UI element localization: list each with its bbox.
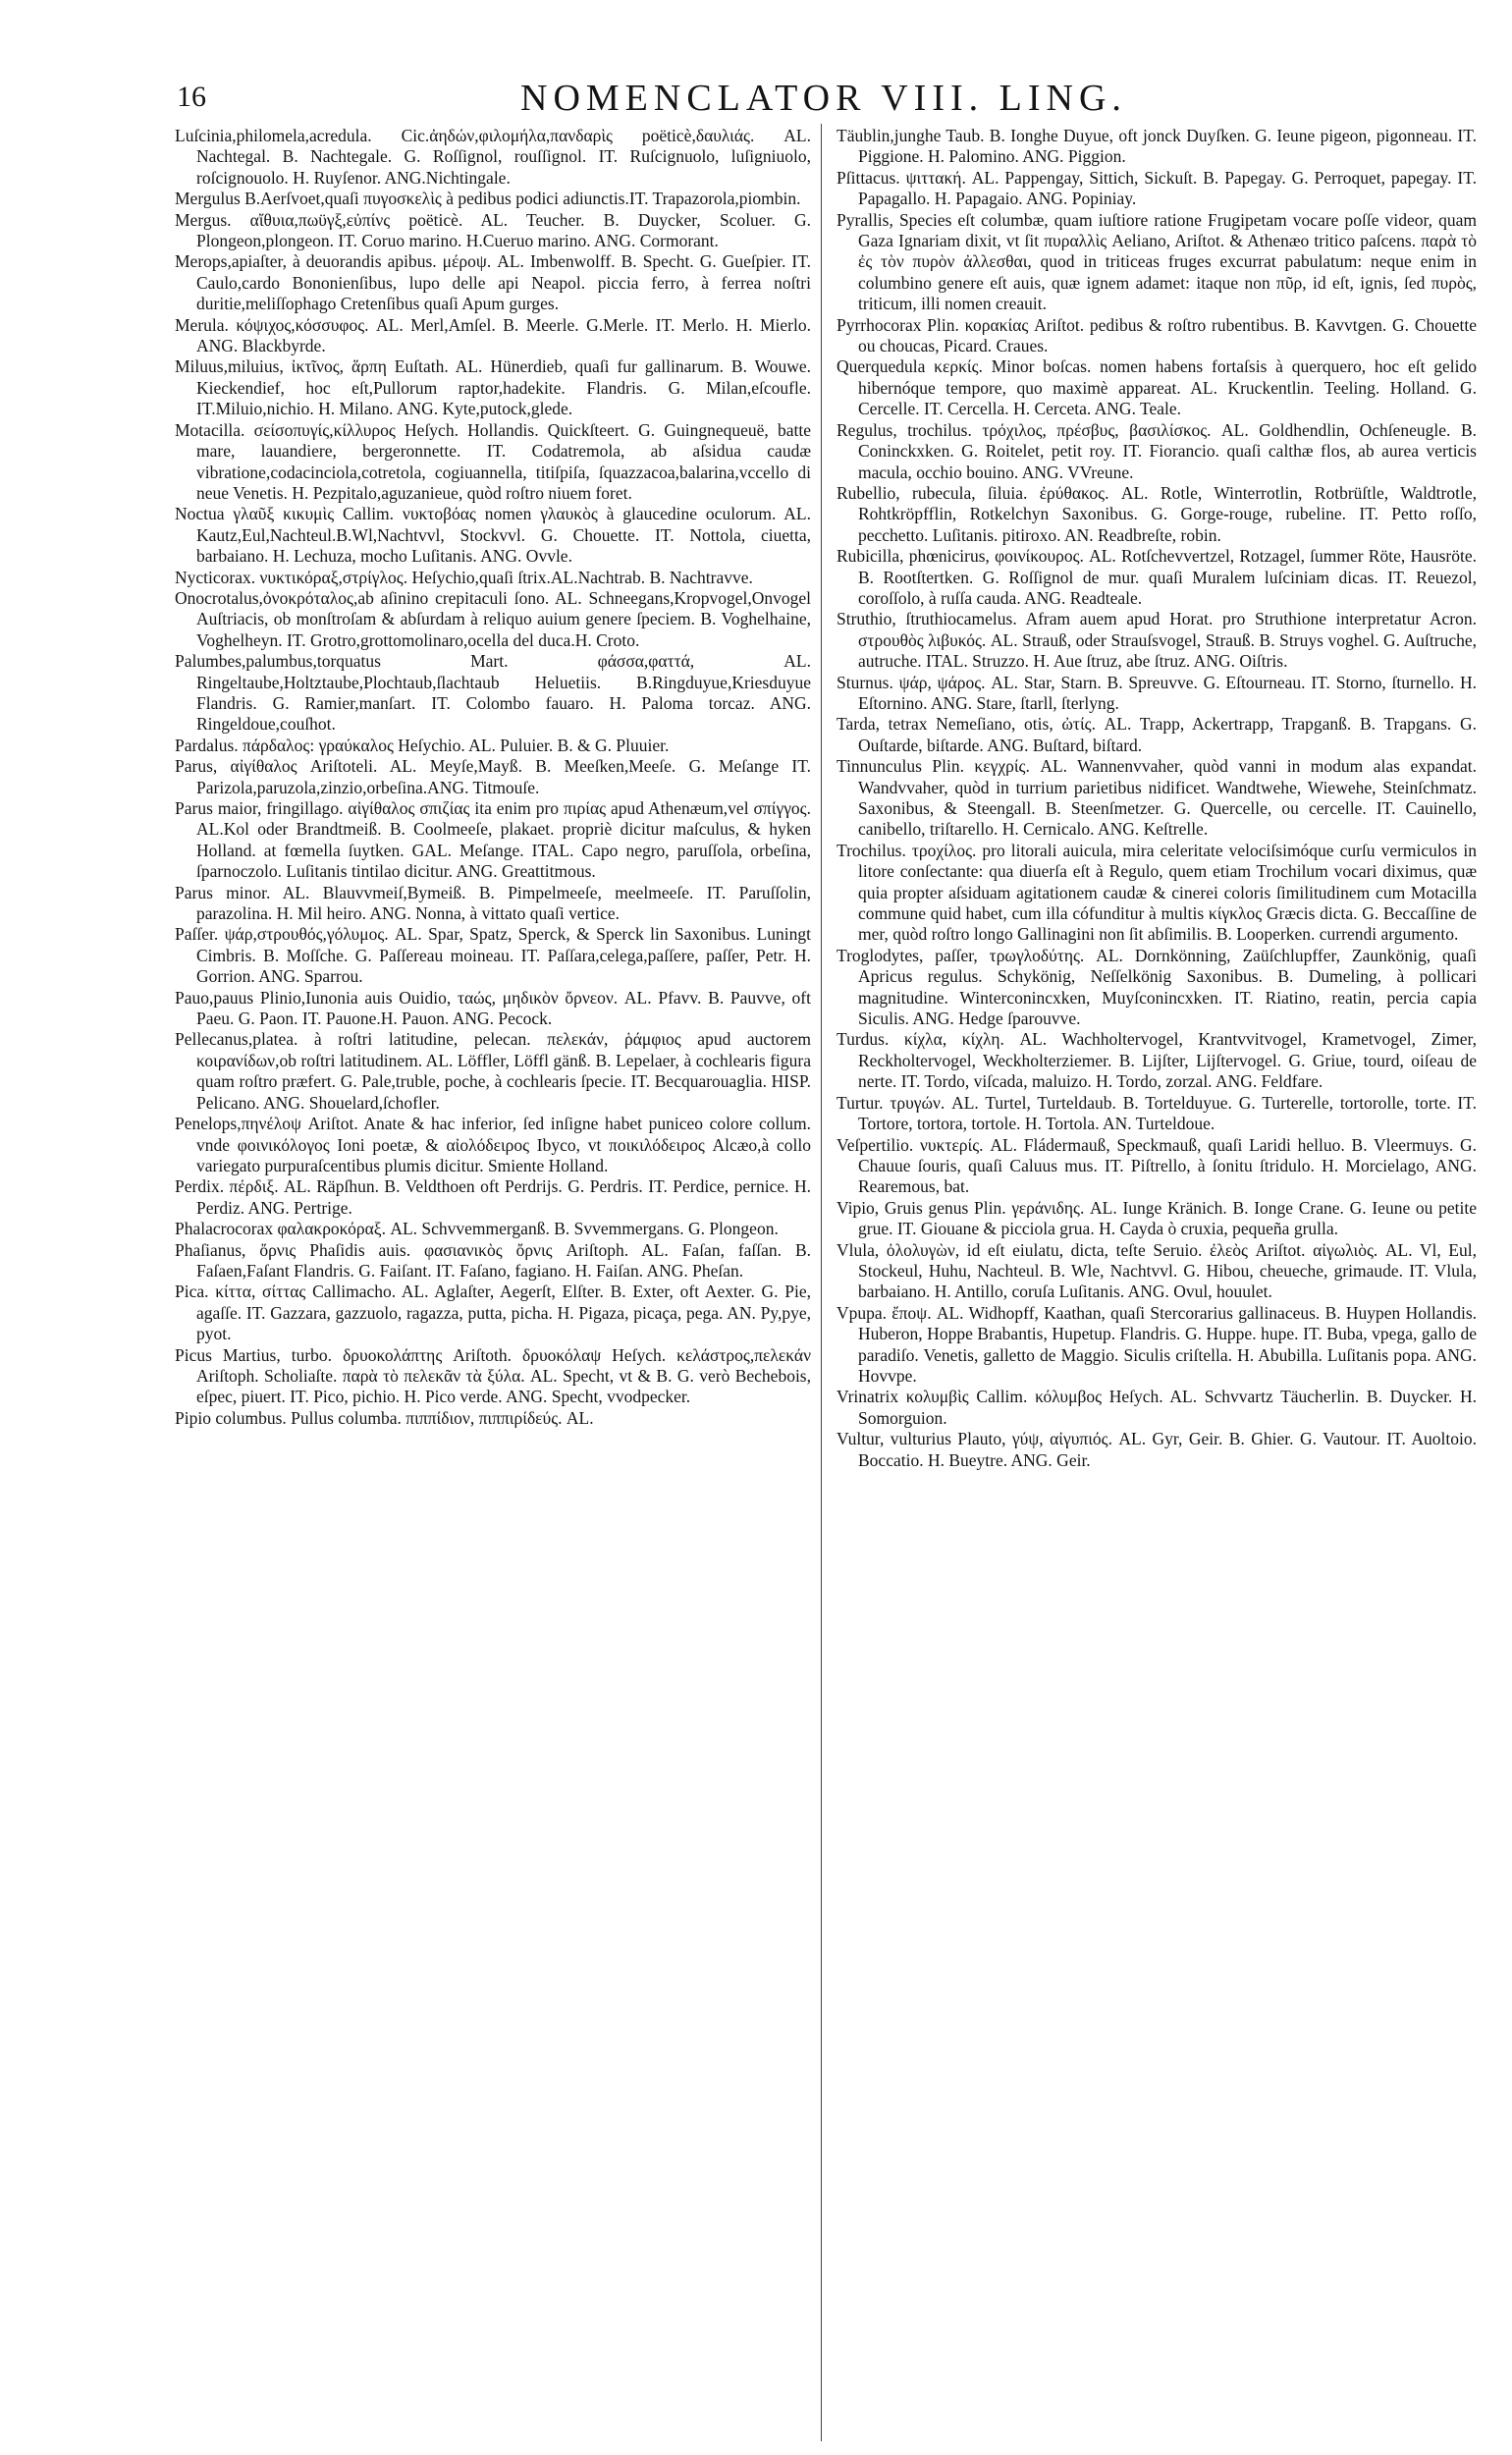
dictionary-entry: Turdus. κίχλα, κίχλη. AL. Wachholtervogel, Krantvvitvogel, Krametvogel, Zimer, Reckholtervogel, Weckholterziemer. B. Lijſter, Lijſtervogel. G. Griue, tourd, oiſeau de nerte. IT. Tordo, viſcada, maluizo. H. Tordo, zorzal. ANG. Feldfare. xyxy=(837,1029,1477,1092)
running-title: NOMENCLATOR VIII. LING. xyxy=(520,78,1127,119)
dictionary-entry: Nycticorax. νυκτικόραξ,στρίγλος. Heſychio,quaſi ſtrix.AL.Nachtrab. B. Nachtravve. xyxy=(175,567,753,587)
dictionary-entry: Motacilla. σείσοπυγίς,κίλλυρος Heſych. Hollandis. Quickſteert. G. Guingnequeuë, batte mare, lauandiere, bergeronnette. IT. Codatremola, ab aſsidua caudæ vibratione,codacinciola,cotretola, cogiuannella, titiſpiſa, ſquazzacoa,balarina,vccello di neue Venetis. H. Pezpitalo,aguzanieue, quòd roſtro niuem foret. xyxy=(175,419,811,503)
dictionary-entry: Struthio, ſtruthiocamelus. Afram auem apud Horat. pro Struthione interpretatur Acron. στρουθὸς λιβυκός. AL. Strauß, oder Strauſsvogel, Strauß. B. Struys voghel. G. Auſtruche, autruche. ITAL. Struzzo. H. Aue ſtruz, abe ſtruz. ANG. Oiſtris. xyxy=(837,609,1477,672)
dictionary-entry: Tinnunculus Plin. κεγχρίς. AL. Wannenvvaher, quòd vanni in modum alas expandat. Wandvvaher, quòd in turrium parietibus nidificet. Wandtwehe, Wiewehe, Steinſchmatz. Saxonibus, & Steengall. B. Steenſmetzer. G. Quercelle, ou cercelle. IT. Cauinello, canibello, triſtarello. H. Cernicalo. ANG. Keſtrelle. xyxy=(837,756,1477,840)
dictionary-entry: Täublin,junghe Taub. B. Ionghe Duyue, oft jonck Duyſken. G. Ieune pigeon, pigonneau. IT. Piggione. H. Palomino. ANG. Piggion. xyxy=(837,126,1477,167)
page-number: 16 xyxy=(177,81,206,113)
dictionary-entry: Pica. κίττα, σίττας Callimacho. AL. Aglaſter, Aegerſt, Elſter. B. Exter, oft Aexter. G. Pie, agaſſe. IT. Gazzara, gazzuolo, ragazza, putta, picha. H. Pigaza, picaça, pega. AN. Py,pye, pyot. xyxy=(175,1282,811,1344)
dictionary-entry: Pipio columbus. Pullus columba. πιππίδιον, πιππιρίδεύς. AL. xyxy=(175,1407,594,1428)
dictionary-entry: Troglodytes, paſſer, τρωγλοδύτης. AL. Dornkönning, Zaüſchlupffer, Zaunkönig, quaſi Apricus regulus. Schykönig, Neſſelkönig Saxonibus. B. Dumeling, à pollicari magnitudine. Winterconincxken, Muyſconincxken. IT. Riatino, reatin, percia capia Siculis. ANG. Hedge ſparouvve. xyxy=(837,945,1477,1029)
column-divider xyxy=(821,124,822,2441)
dictionary-entry: Perdix. πέρδιξ. AL. Räpſhun. B. Veldthoen oft Perdrijs. G. Perdris. IT. Perdice, pernice. H. Perdiz. ANG. Pertrige. xyxy=(175,1176,811,1218)
dictionary-entry: Vpupa. ἔποψ. AL. Widhopff, Kaathan, quaſi Stercorarius gallinaceus. B. Huypen Hollandis. Huberon, Hoppe Brabantis, Hupetup. Flandris. G. Huppe. hupe. IT. Buba, vpega, gallo de paradiſo. Venetis, galletto de Maggio. Siculis criſtella. H. Abubilla. Luſitanis popa. ANG. Hovvpe. xyxy=(837,1302,1477,1386)
dictionary-entry: Miluus,miluius, ἰκτῖνος, ἅρπη Euſtath. AL. Hünerdieb, quaſi fur gallinarum. B. Wouwe. Kieckendief, hoc eſt,Pullorum raptor,hadekite. Flandris. G. Milan,eſcoufle. IT.Miluio,nichio. H. Milano. ANG. Kyte,putock,glede. xyxy=(175,356,811,419)
dictionary-entry: Trochilus. τροχίλος. pro litorali auicula, mira celeritate velociſsimóque curſu vermiculos in litore conſectante: qua diuerſa eſt à Regulo, quem etiam Trochilum vocari diximus, quæ quia propter aſsiduam agitationem caudæ & cinerei coloris ſimilitudinem cum Motacilla commune quid habet, cum illa cófunditur à multis κίγκλος Græcis dicta. G. Beccaſſine de mer, quòd roſtro longo Gallinagini non ſit abſimilis. B. Looperken. currendi argumento. xyxy=(837,840,1477,945)
dictionary-entry: Picus Martius, turbo. δρυοκολάπτης Ariſtoth. δρυοκόλαψ Heſych. κελάστρος,πελεκάν Ariſtoph. Scholiaſte. παρὰ τὸ πελεκᾶν τὰ ξύλα. AL. Specht, vt & B. G. verò Bechebois, eſpec, piuert. IT. Pico, pichio. H. Pico verde. ANG. Specht, vvodpecker. xyxy=(175,1344,811,1407)
dictionary-entry: Vultur, vulturius Plauto, γύψ, αἰγυπιός. AL. Gyr, Geir. B. Ghier. G. Vautour. IT. Auoltoio. Boccatio. H. Bueytre. ANG. Geir. xyxy=(837,1429,1477,1470)
dictionary-entry: Rubellio, rubecula, ſiluia. ἐρύθακος. AL. Rotle, Winterrotlin, Rotbrüſtle, Waldtrotle, Rohtkröpfflin, Rotkelchyn Saxonibus. G. Gorge-rouge, rubeline. IT. Petto roſſo, pecchetto. Luſitanis. pitiroxo. AN. Readbreſte, robin. xyxy=(837,482,1477,545)
dictionary-entry: Paſſer. ψάρ,στρουθός,γόλυμος. AL. Spar, Spatz, Sperck, & Sperck lin Saxonibus. Luningt Cimbris. B. Moſſche. G. Paſſereau moineau. IT. Paſſara,celega,paſſere, paſſer, Petr. H. Gorrion. ANG. Sparrou. xyxy=(175,924,811,987)
dictionary-entry: Querquedula κερκίς. Minor boſcas. nomen habens fortaſsis à querquero, hoc eſt gelido hibernóque tempore, quo maximè appareat. AL. Kruckentlin. Teeling. Holland. G. Cercelle. IT. Cercella. H. Cerceta. ANG. Teale. xyxy=(837,356,1477,419)
dictionary-entry: Mergus. αἴθυια,πωϋγξ,εὐπίνς poëticè. AL. Teucher. B. Duycker, Scoluer. G. Plongeon,plongeon. IT. Coruo marino. H.Cueruo marino. ANG. Cormorant. xyxy=(175,209,811,251)
right-column xyxy=(837,126,1477,1471)
dictionary-entry: Phalacrocorax φαλακροκόραξ. AL. Schvvemmerganß. B. Svvemmergans. G. Plongeon. xyxy=(175,1219,779,1239)
dictionary-entry: Vrinatrix κολυμβὶς Callim. κόλυμβος Heſych. AL. Schvvartz Täucherlin. B. Duycker. H. Somorguion. xyxy=(837,1387,1477,1428)
dictionary-entry: Noctua γλαῦξ κικυμὶς Callim. νυκτοβόας nomen γλαυκὸς à glaucedine oculorum. AL. Kautz,Eul,Nachteul.B.Wl,Nachtvvl, Stockvvl. G. Chouette. IT. Nottola, ciuetta, barbaiano. H. Lechuza, mocho Luſitanis. ANG. Ovvle. xyxy=(175,504,811,567)
dictionary-entry: Pauo,pauus Plinio,Iunonia auis Ouidio, ταώς, μηδικὸν ὄρνεον. AL. Pfavv. B. Pauvve, oft Paeu. G. Paon. IT. Pauone.H. Pauon. ANG. Pecock. xyxy=(175,987,811,1029)
dictionary-entry: Pſittacus. ψιττακή. AL. Pappengay, Sittich, Sickuſt. B. Papegay. G. Perroquet, papegay. IT. Papagallo. H. Papagaio. ANG. Popiniay. xyxy=(837,167,1477,209)
left-column xyxy=(175,126,811,1429)
dictionary-entry: Onocrotalus,ὀνοκρόταλος,ab aſinino crepitaculi ſono. AL. Schneegans,Kropvogel,Onvogel Auſtriacis, ob monſtroſam & abſurdam à reliquo auium genere ſpeciem. B. Voghelhaine, Voghelheyn. IT. Grotro,grottomolinaro,ocella del duca.H. Croto. xyxy=(175,587,811,650)
dictionary-entry: Phaſianus, ὄρνις Phaſidis auis. φασιανικὸς ὄρνις Ariſtoph. AL. Faſan, faſſan. B. Faſaen,Faſant Flandris. G. Faiſant. IT. Faſano, fagiano. H. Faiſan. ANG. Pheſan. xyxy=(175,1239,811,1281)
dictionary-entry: Vipio, Gruis genus Plin. γεράνιδης. AL. Iunge Kränich. B. Ionge Crane. G. Ieune ou petite grue. IT. Giouane & picciola grua. H. Cayda ò cruxia, pequeña grulla. xyxy=(837,1197,1477,1239)
dictionary-entry: Turtur. τρυγών. AL. Turtel, Turteldaub. B. Tortelduyue. G. Turterelle, tortorolle, torte. IT. Tortore, tortora, tortole. H. Tortola. AN. Turteldoue. xyxy=(837,1092,1477,1134)
dictionary-entry: Luſcinia,philomela,acredula. Cic.ἀηδών,φιλομήλα,πανδαρὶς poëticè,δαυλιάς. AL. Nachtegal. B. Nachtegale. G. Roſſignol, rouſſignol. IT. Ruſcignuolo, luſigniuolo, roſcignouolo. H. Ruyſenor. ANG.Nichtingale. xyxy=(175,126,811,188)
dictionary-entry: Merula. κόψιχος,κόσσυφος. AL. Merl,Amſel. B. Meerle. G.Merle. IT. Merlo. H. Mierlo. ANG. Blackbyrde. xyxy=(175,314,811,356)
dictionary-entry: Mergulus B.Aerſvoet,quaſi πυγοσκελὶς à pedibus podici adiunctis.IT. Trapazorola,piombin. xyxy=(175,189,801,209)
dictionary-entry: Tarda, tetrax Nemeſiano, otis, ὠτίς. AL. Trapp, Ackertrapp, Trapganß. B. Trapgans. G. Ouſtarde, biſtarde. ANG. Buſtard, biſtard. xyxy=(837,714,1477,755)
dictionary-entry: Sturnus. ψάρ, ψάρος. AL. Star, Starn. B. Spreuvve. G. Eſtourneau. IT. Storno, ſturnello. H. Eſtornino. ANG. Stare, ſtarll, ſterlyng. xyxy=(837,672,1477,713)
dictionary-entry: Penelops,πηνέλοψ Ariſtot. Anate & hac inferior, ſed inſigne habet puniceo colore collum. vnde φοινικόλογος Ioni poetæ, & αἰολόδειρος Ibyco, vt ποικιλόδειρος Alcæo,à collo variegato purpuraſcentibus plumis dicitur. Smiente Holland. xyxy=(175,1114,811,1175)
dictionary-entry: Parus minor. AL. Blauvvmeiſ,Bymeiß. B. Pimpelmeeſe, meelmeeſe. IT. Paruſſolin, parazolina. H. Mil heiro. ANG. Nonna, à vittato quaſi vertice. xyxy=(175,882,811,924)
dictionary-entry: Rubicilla, phœnicirus, φοινίκουρος. AL. Rotſchevvertzel, Rotzagel, ſummer Röte, Hausröte. B. Rootſtertken. G. Roſſignol de mur. quaſi Muralem luſciniam dicas. IT. Reuezol, coroſſolo, à ruſſa cauda. ANG. Readteale. xyxy=(837,546,1477,608)
dictionary-entry: Pellecanus,platea. à roſtri latitudine, pelecan. πελεκάν, ῥάμφιος apud auctorem κοιρανίδων,ob roſtri latitudinem. AL. Löffler, Löffl gänß. B. Lepelaer, à cochlearis figura quam roſtro præfert. G. Pale,truble, poche, à cochlearis ſpecie. IT. Becquarouaglia. HISP. Pelicano. ANG. Shouelard,ſchofler. xyxy=(175,1029,811,1113)
dictionary-entry: Pyrallis, Species eſt columbæ, quam iuſtiore ratione Frugipetam vocare poſſe videor, quam Gaza Ignariam dixit, vt ſit πυραλλὶς Aeliano, Ariſtot. & Athenæo tritico paſcens. παρὰ τὸ ἐς τὸν πυρὸν ἀλλεσθαι, quod in triticeas fruges excurrat pabulatum: neque enim in columbino genere eſt auis, quæ ignem adamet: itaque non πῦρ, id eſt, ignis, ſed πυρὸς, triticum, illi nomen creauit. xyxy=(837,209,1477,314)
dictionary-entry: Pardalus. πάρδαλος: γραύκαλος Heſychio. AL. Puluier. B. & G. Pluuier. xyxy=(175,735,670,755)
dictionary-entry: Pyrrhocorax Plin. κορακίας Ariſtot. pedibus & roſtro rubentibus. B. Kavvtgen. G. Chouette ou choucas, Picard. Craues. xyxy=(837,314,1477,356)
dictionary-entry: Veſpertilio. νυκτερίς. AL. Fládermauß, Speckmauß, quaſi Laridi helluo. B. Vleermuys. G. Chauue ſouris, quaſi Caluus mus. IT. Piſtrello, à ſonitu ſtridulo. H. Morcielago, ANG. Rearemous, bat. xyxy=(837,1134,1477,1197)
dictionary-entry: Vlula, ὀλολυγὼν, id eſt eiulatu, dicta, teſte Seruio. ἐλεὸς Ariſtot. αἰγωλιὸς. AL. Vl, Eul, Stockeul, Huhu, Nachteul. B. Wle, Nachtvvl. G. Hibou, cheueche, grimaude. IT. Vlula, barbaiano. H. Antillo, coruſa Luſitanis. ANG. Ovul, houulet. xyxy=(837,1239,1477,1302)
dictionary-entry: Parus, αἰγίθαλος Ariſtoteli. AL. Meyſe,Mayß. B. Meeſken,Meeſe. G. Meſange IT. Parizola,paruzola,zinzio,orbeſina.ANG. Titmouſe. xyxy=(175,756,811,797)
dictionary-entry: Regulus, trochilus. τρόχιλος, πρέσβυς, βασιλίσκος. AL. Goldhendlin, Ochſeneugle. B. Coninckxken. G. Roitelet, petit roy. IT. Fiorancio. quaſi calthæ flos, ab aurea verticis macula, occhio bouino. ANG. VVreune. xyxy=(837,419,1477,482)
dictionary-entry: Parus maior, fringillago. αἰγίθαλος σπιζίας ita enim pro πιρίας apud Athenæum,vel σπίγγος. AL.Kol oder Brandtmeiß. B. Coolmeeſe, plakaet. propriè dicitur maſculus, & hyken Holland. at fœmella ſuytken. GAL. Meſange. ITAL. Capo negro, paruſſola, orbeſina, ſparnoczolo. Luſitanis tintilao dicitur. ANG. Greattitmous. xyxy=(175,798,811,882)
dictionary-entry: Merops,apiaſter, à deuorandis apibus. μέροψ. AL. Imbenwolff. B. Specht. G. Gueſpier. IT. Caulo,cardo Bononienſibus, lupo delle api Neapol. piccia ferro, à ferrea noſtri duritie,meliſſophago Cretenſibus quaſi Apum gurges. xyxy=(175,251,811,314)
dictionary-entry: Palumbes,palumbus,torquatus Mart. φάσσα,φαττά, AL. Ringeltaube,Holtztaube,Plochtaub,ſlachtaub Heluetiis. B.Ringduyue,Kriesduyue Flandris. G. Ramier,manſart. IT. Colombo fauaro. H. Paloma torcaz. ANG. Ringeldoue,couſhot. xyxy=(175,651,811,735)
